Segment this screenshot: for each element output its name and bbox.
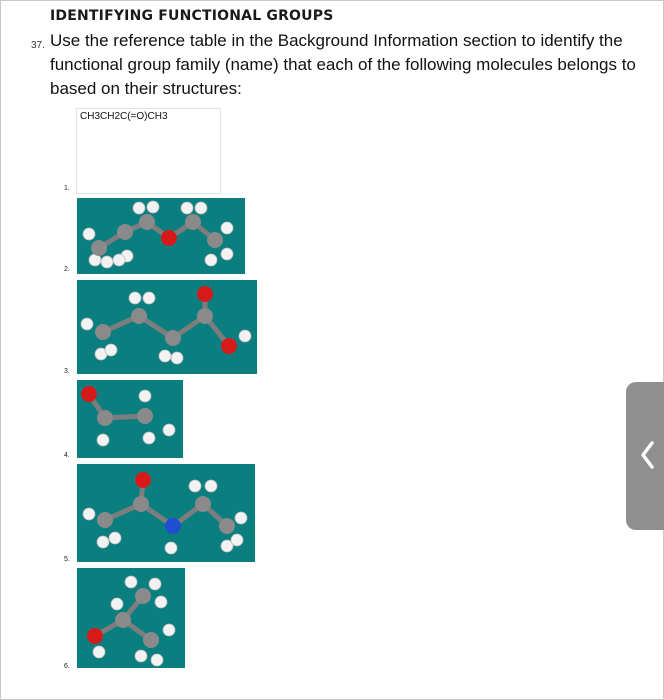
item-number-6: 6. [64, 663, 70, 670]
item-number-1: 1. [64, 185, 70, 192]
chevron-left-icon [636, 440, 660, 470]
molecule-image-1 [77, 198, 245, 274]
item-number-2: 2. [64, 266, 70, 273]
section-heading: IDENTIFYING FUNCTIONAL GROUPS [50, 8, 334, 24]
item-number-4: 4. [64, 452, 70, 459]
question-text: Use the reference table in the Background Information section to identify the functional group family (name) that each of the following molecules belongs to based on their structures: [50, 31, 636, 98]
answer-box[interactable] [76, 108, 221, 194]
item-number-3: 3. [64, 368, 70, 375]
molecule-image-3 [77, 380, 183, 458]
side-panel-toggle[interactable] [626, 382, 664, 530]
item-number-5: 5. [64, 556, 70, 563]
molecule-image-5 [77, 568, 185, 668]
molecule-image-4 [77, 464, 255, 562]
molecule-image-2 [77, 280, 257, 374]
question-number: 37. [31, 40, 45, 51]
answer-text: CH3CH2C(=O)CH3 [80, 111, 168, 122]
